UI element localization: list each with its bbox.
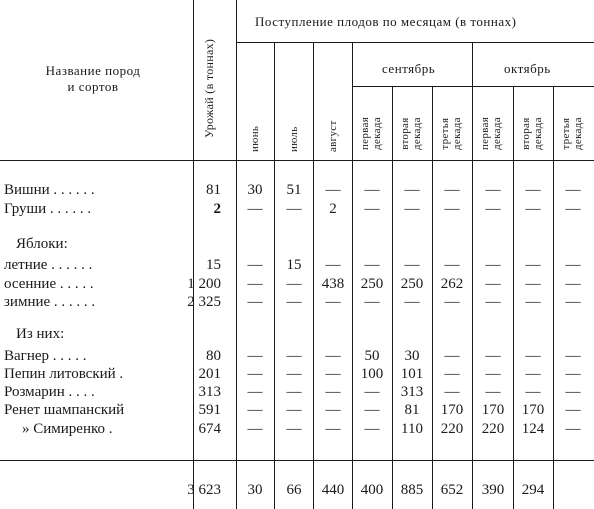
row-yield: 2 — [213, 201, 221, 217]
row-cell: 50 — [364, 348, 380, 364]
row-cell: — — [364, 294, 380, 310]
receipt-title-rule — [236, 42, 594, 43]
row-cell: — — [247, 276, 263, 292]
month-july: июль — [288, 126, 300, 152]
row-cell: — — [444, 294, 460, 310]
row-cell: — — [247, 366, 263, 382]
row-cell: 250 — [400, 276, 424, 292]
row-yield: 674 — [198, 421, 221, 437]
row-cell: 170 — [440, 402, 464, 418]
row-yield: 2 325 — [187, 294, 221, 310]
col-divider — [193, 0, 194, 509]
row-cell: — — [565, 348, 581, 364]
row-yield: 1 200 — [187, 276, 221, 292]
row-cell: — — [565, 276, 581, 292]
total-cell: 885 — [400, 482, 424, 498]
sep-decade-2: вторая декада — [399, 117, 423, 150]
row-label: Пепин литовский . — [4, 366, 124, 382]
row-cell: 2 — [329, 201, 337, 217]
total-yield: 3 623 — [187, 482, 221, 498]
row-yield: 591 — [198, 402, 221, 418]
row-cell: — — [364, 201, 380, 217]
row-cell: — — [565, 294, 581, 310]
row-cell: — — [247, 257, 263, 273]
oct-decade-2: вторая декада — [520, 117, 544, 150]
row-cell: — — [565, 257, 581, 273]
row-cell: 220 — [481, 421, 505, 437]
row-cell: — — [565, 201, 581, 217]
row-cell: — — [444, 348, 460, 364]
row-cell: — — [565, 366, 581, 382]
header-bottom-rule — [0, 160, 594, 161]
row-cell: 15 — [286, 257, 302, 273]
row-cell: — — [286, 201, 302, 217]
total-cell: 652 — [440, 482, 464, 498]
row-cell: — — [485, 201, 501, 217]
name-col-header-line1: Название пород — [45, 63, 141, 78]
row-cell: 51 — [286, 182, 302, 198]
row-cell: — — [286, 402, 302, 418]
row-cell: — — [485, 257, 501, 273]
row-yield: 15 — [206, 257, 221, 273]
row-cell: — — [525, 257, 541, 273]
total-cell: 30 — [247, 482, 263, 498]
sep-decade-1: первая декада — [359, 116, 383, 150]
row-cell: 124 — [521, 421, 545, 437]
month-october: октябрь — [504, 61, 551, 76]
row-yield: 313 — [198, 384, 221, 400]
row-cell: 110 — [401, 421, 423, 437]
row-yield: 201 — [198, 366, 221, 382]
row-label: осенние . . . . . — [4, 276, 94, 292]
row-cell: — — [404, 294, 420, 310]
row-cell: — — [444, 182, 460, 198]
receipt-title: Поступление плодов по месяцам (в тоннах) — [255, 14, 517, 29]
row-cell: 250 — [360, 276, 384, 292]
row-cell: — — [565, 182, 581, 198]
row-cell: 101 — [400, 366, 424, 382]
row-cell: — — [364, 384, 380, 400]
month-june: июнь — [249, 125, 261, 152]
row-cell: — — [485, 366, 501, 382]
total-cell: 66 — [286, 482, 302, 498]
row-cell: — — [525, 201, 541, 217]
row-cell: — — [525, 366, 541, 382]
row-cell: 100 — [360, 366, 384, 382]
row-cell: — — [286, 276, 302, 292]
row-label: Яблоки: — [16, 236, 68, 252]
row-cell: — — [525, 348, 541, 364]
row-cell: — — [325, 348, 341, 364]
total-cell: 400 — [360, 482, 384, 498]
row-cell: — — [364, 257, 380, 273]
row-label: Из них: — [16, 326, 65, 342]
row-cell: — — [325, 402, 341, 418]
row-cell: — — [485, 348, 501, 364]
row-label: Розмарин . . . . — [4, 384, 95, 400]
row-cell: — — [444, 257, 460, 273]
row-cell: — — [525, 294, 541, 310]
row-cell: — — [404, 201, 420, 217]
row-cell: — — [325, 421, 341, 437]
row-cell: 30 — [247, 182, 263, 198]
row-cell: — — [325, 384, 341, 400]
row-cell: 262 — [440, 276, 464, 292]
row-cell: — — [565, 421, 581, 437]
row-cell: — — [404, 182, 420, 198]
row-cell: — — [325, 182, 341, 198]
total-cell: 294 — [521, 482, 545, 498]
oct-decade-1: первая декада — [479, 116, 503, 150]
row-cell: 438 — [321, 276, 345, 292]
row-cell: — — [485, 294, 501, 310]
row-label: летние . . . . . . — [4, 257, 93, 273]
row-cell: — — [565, 402, 581, 418]
row-cell: — — [325, 366, 341, 382]
row-cell: — — [286, 384, 302, 400]
row-cell: 170 — [521, 402, 545, 418]
row-cell: 170 — [481, 402, 505, 418]
row-cell: — — [247, 421, 263, 437]
total-cell: 440 — [321, 482, 345, 498]
row-cell: — — [286, 348, 302, 364]
row-label: Ренет шампанский — [4, 402, 125, 418]
row-cell: 81 — [404, 402, 420, 418]
yield-col-header: Урожай (в тоннах) — [202, 38, 216, 138]
row-cell: — — [525, 384, 541, 400]
sep-decade-3: третья декада — [439, 117, 463, 150]
total-cell: 390 — [481, 482, 505, 498]
row-cell: — — [565, 384, 581, 400]
row-cell: — — [485, 384, 501, 400]
row-cell: — — [247, 348, 263, 364]
row-cell: — — [364, 402, 380, 418]
row-cell: — — [444, 366, 460, 382]
row-cell: 220 — [440, 421, 464, 437]
row-cell: — — [247, 294, 263, 310]
month-group-rule — [352, 86, 594, 87]
row-cell: — — [444, 201, 460, 217]
row-cell: — — [485, 182, 501, 198]
row-cell: — — [364, 182, 380, 198]
row-cell: — — [444, 384, 460, 400]
row-cell: — — [325, 257, 341, 273]
row-cell: — — [525, 276, 541, 292]
row-cell: — — [325, 294, 341, 310]
row-label: зимние . . . . . . — [4, 294, 96, 310]
month-august: август — [327, 120, 339, 152]
row-cell: — — [525, 182, 541, 198]
name-col-header-line2: и сортов — [67, 79, 119, 94]
row-cell: 313 — [400, 384, 424, 400]
row-cell: 30 — [404, 348, 420, 364]
row-label: Вишни . . . . . . — [4, 182, 95, 198]
row-cell: — — [364, 421, 380, 437]
totals-rule — [0, 460, 594, 461]
row-cell: — — [247, 384, 263, 400]
row-cell: — — [485, 276, 501, 292]
month-september: сентябрь — [382, 61, 436, 76]
row-cell: — — [286, 421, 302, 437]
row-yield: 81 — [206, 182, 221, 198]
row-cell: — — [286, 294, 302, 310]
row-cell: — — [404, 257, 420, 273]
row-cell: — — [247, 201, 263, 217]
oct-decade-3: третья декада — [560, 117, 584, 150]
row-label: » Симиренко . — [22, 421, 113, 437]
row-label: Груши . . . . . . — [4, 201, 92, 217]
row-label: Вагнер . . . . . — [4, 348, 87, 364]
row-yield: 80 — [206, 348, 221, 364]
row-cell: — — [247, 402, 263, 418]
row-cell: — — [286, 366, 302, 382]
